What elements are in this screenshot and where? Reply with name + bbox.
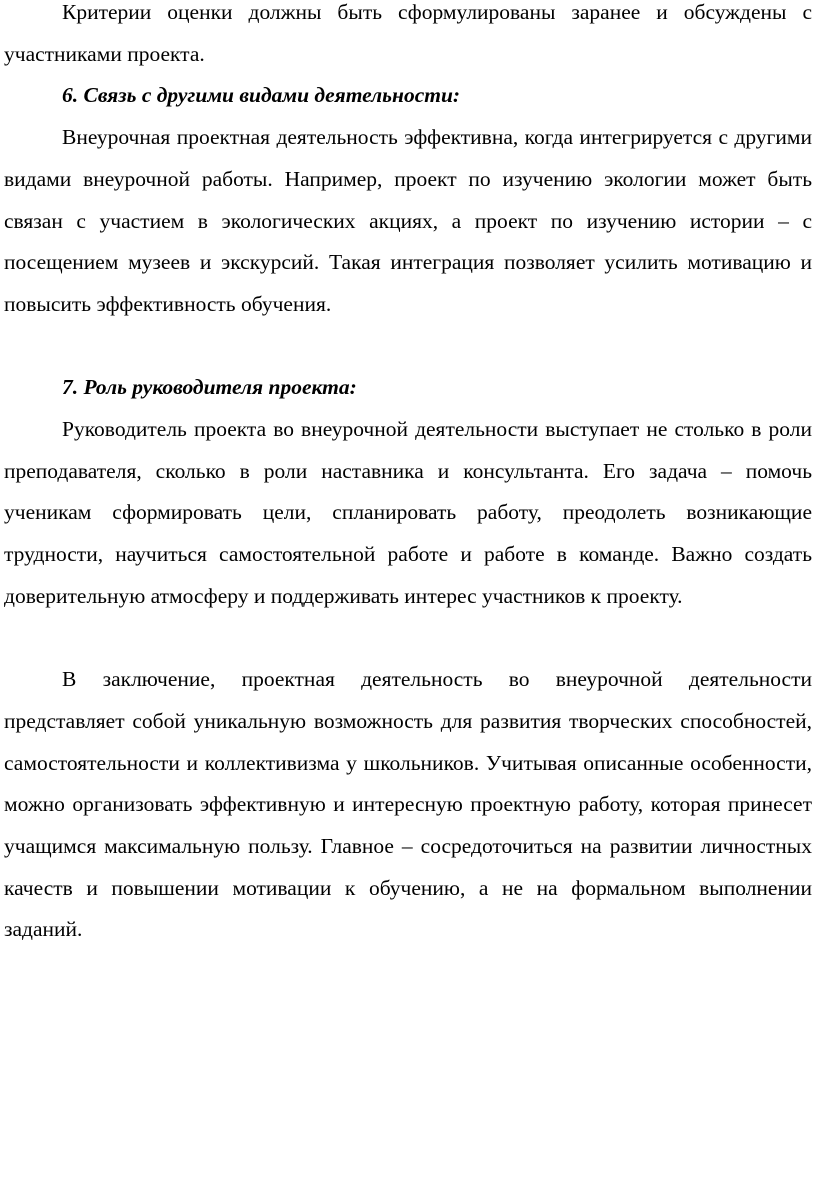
- blank-line: [4, 618, 812, 660]
- paragraph-intro: Критерии оценки должны быть сформулированы заранее и обсуждены с участниками проекта.: [4, 0, 812, 66]
- section-heading-6: 6. Связь с другими видами деятельности:: [62, 83, 461, 108]
- paragraph-conclusion: В заключение, проектная деятельность во внеурочной деятельности представляет собой уникальную возможность для развития творческих способностей, самостоятельности и коллективизма у школьников. Учитывая описанные особенности, можно организовать эффективную и интересную проектную работу, которая принесет учащимся максимальную пользу. Главное – сосредоточиться на развитии личностных качеств и повышении мотивации к обучению, а не на формальном выполнении заданий.: [4, 667, 812, 942]
- paragraph-section-7: Руководитель проекта во внеурочной деятельности выступает не столько в роли преподавателя, сколько в роли наставника и консультанта. Его задача – помочь ученикам сформировать цели, спланировать работу, преодолеть возникающие трудности, научиться самостоятельной работе и работе в команде. Важно создать доверительную атмосферу и поддерживать интерес участников к проекту.: [4, 417, 812, 608]
- section-heading-7: 7. Роль руководителя проекта:: [62, 375, 357, 400]
- blank-line: [4, 326, 812, 368]
- paragraph-section-6: Внеурочная проектная деятельность эффективна, когда интегрируется с другими видами внеурочной работы. Например, проект по изучению экологии может быть связан с участием в экологических акциях, а проект по изучению истории – с посещением музеев и экскурсий. Такая интеграция позволяет усилить мотивацию и повысить эффективность обучения.: [4, 125, 812, 316]
